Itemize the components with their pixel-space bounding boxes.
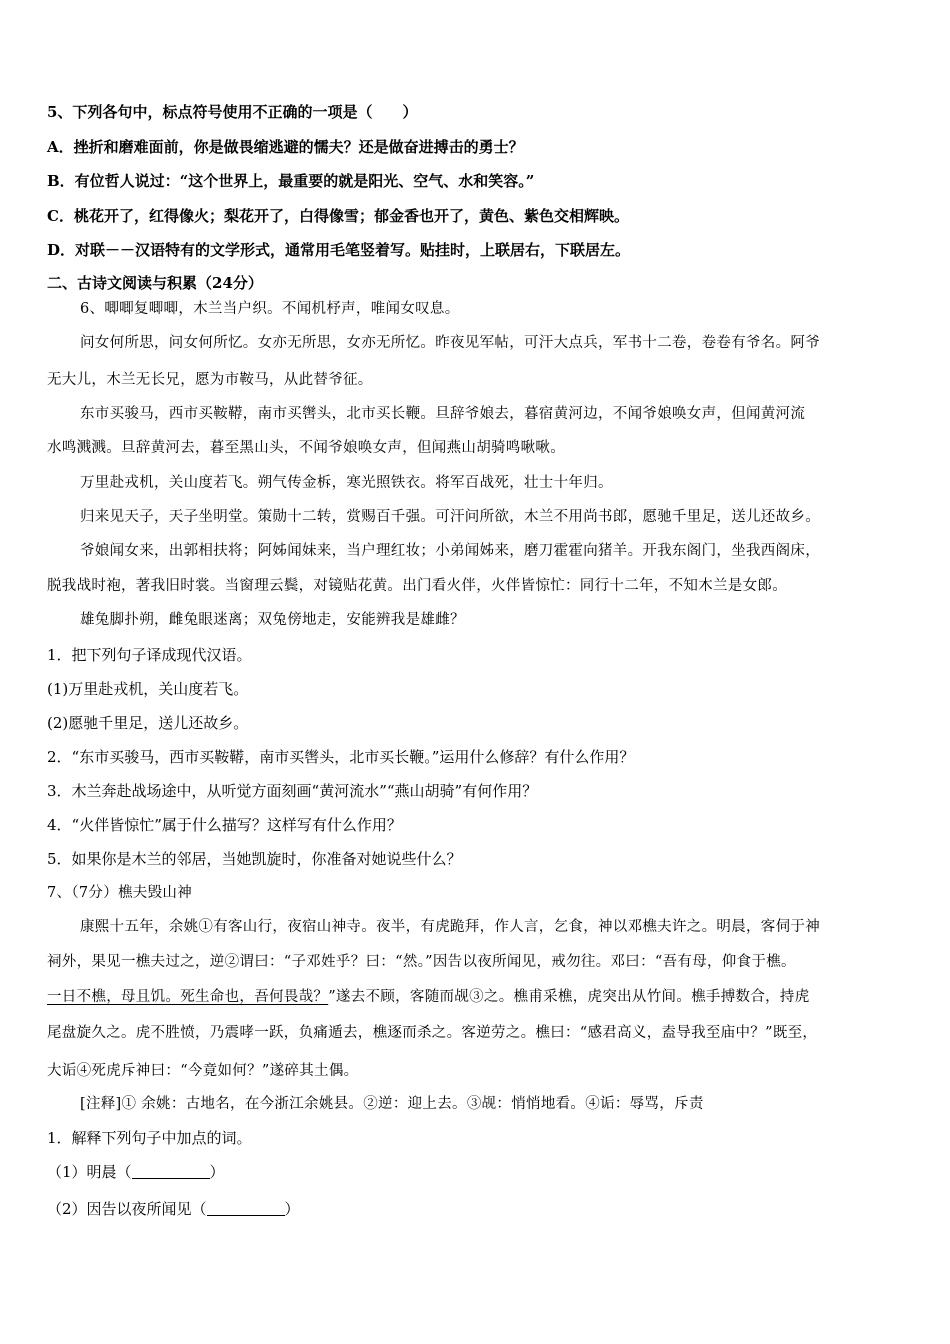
q7-sub-question-1: （1）明晨（ ） (47, 1163, 225, 1181)
annotation-note: [注释]① 余姚：古地名，在今浙江余姚县。②逆：迎上去。③觇：悄悄地看。④诟：辱骂，斥责 (80, 1096, 704, 1112)
q7-title: 7、（7分）樵夫毁山神 (47, 885, 192, 901)
q5-option-c: C．桃花开了，红得像火；梨花开了，白得像雪；郁金香也开了，黄色、紫色交相辉映。 (47, 207, 629, 225)
q6-question-3: 3．木兰奔赴战场途中，从听觉方面刻画“黄河流水”“燕山胡骑”有何作用？ (47, 782, 538, 800)
passage-line: 尾盘旋久之。虎不胜愤，乃震哮一跃，负痛遁去，樵逐而杀之。客逆劳之。樵曰：“感君高义，盍导我至庙中？”既至， (47, 1025, 818, 1041)
passage-line (47, 987, 810, 1007)
q7-sub-question-2: （2）因告以夜所闻见（ ） (47, 1200, 300, 1218)
poem-line: 水鸣溅溅。旦辞黄河去，暮至黑山头，不闻爷娘唤女声，但闻燕山胡骑鸣啾啾。 (47, 440, 565, 456)
poem-line: 万里赴戎机，关山度若飞。朔气传金柝，寒光照铁衣。将军百战死，壮士十年归。 (80, 475, 613, 491)
poem-line: 爷娘闻女来，出郭相扶将；阿姊闻妹来，当户理红妆；小弟闻姊来，磨刀霍霍向猪羊。开我东阁门，坐我西阁床， (80, 543, 820, 559)
poem-line: 问女何所思，问女何所忆。女亦无所思，女亦无所忆。昨夜见军帖，可汗大点兵，军书十二卷，卷卷有爷名。阿爷 (80, 335, 820, 351)
q6-question-4: 4．“火伴皆惊忙”属于什么描写？这样写有什么作用？ (47, 816, 402, 834)
q5-option-a: A．挫折和磨难面前，你是做畏缩逃避的懦夫？还是做奋进搏击的勇士？ (47, 138, 524, 156)
poem-line: 无大儿，木兰无长兄，愿为市鞍马，从此替爷征。 (47, 372, 373, 388)
q6-question-1-2: (2)愿驰千里足，送儿还故乡。 (47, 714, 249, 732)
q6-question-2: 2．“东市买骏马，西市买鞍鞯，南市买辔头，北市买长鞭。”运用什么修辞？有什么作用？ (47, 748, 635, 766)
poem-line: 东市买骏马，西市买鞍鞯，南市买辔头，北市买长鞭。旦辞爷娘去，暮宿黄河边，不闻爷娘唤女声，但闻黄河流 (80, 406, 806, 422)
passage-line: 祠外，果见一樵夫过之，逆②谓曰：“子邓姓乎？曰：“然。”因告以夜所闻见，戒勿往。邓曰：“吾有母，仰食于樵。 (47, 954, 796, 970)
section2-heading: 二、古诗文阅读与积累（24分） (47, 274, 263, 292)
poem-line: 雄兔脚扑朔，雌兔眼迷离；双兔傍地走，安能辨我是雄雌？ (80, 612, 465, 628)
q5-option-b: B．有位哲人说过：“这个世界上，最重要的就是阳光、空气、水和笑容。” (47, 172, 535, 190)
passage-continuation: ”遂去不顾，客随而觇③之。樵甫采樵，虎突出从竹间。樵手搏数合，持虎 (328, 989, 810, 1005)
q5-stem: 5、下列各句中，标点符号使用不正确的一项是（ ） (47, 103, 418, 121)
poem-line: 脱我战时袍，著我旧时裳。当窗理云鬓，对镜贴花黄。出门看火伴，火伴皆惊忙：同行十二年，不知木兰是女郎。 (47, 578, 787, 594)
poem-line: 6、唧唧复唧唧，木兰当户织。不闻机杼声，唯闻女叹息。 (80, 301, 460, 317)
answer-blank[interactable] (132, 1164, 210, 1179)
passage-line: 康熙十五年，余姚①有客山行，夜宿山神寺。夜半，有虎跪拜，作人言，乞食，神以邓樵夫许之。明晨，客伺于神 (80, 919, 820, 935)
q6-question-5: 5．如果你是木兰的邻居，当她凯旋时，你准备对她说些什么？ (47, 850, 462, 868)
passage-line: 大诟④死虎斥神曰：“今竟如何？”遂碎其土偶。 (47, 1063, 359, 1079)
q5-option-d: D．对联－－汉语特有的文学形式，通常用毛笔竖着写。贴挂时，上联居右，下联居左。 (47, 241, 631, 259)
q7-question-1: 1．解释下列句子中加点的词。 (47, 1129, 252, 1147)
answer-blank[interactable] (207, 1201, 285, 1216)
q6-question-1: 1．把下列句子译成现代汉语。 (47, 646, 252, 664)
poem-line: 归来见天子，天子坐明堂。策勋十二转，赏赐百千强。可汗问所欲，木兰不用尚书郎，愿驰千里足，送儿还故乡。 (80, 509, 820, 525)
underlined-sentence: 一日不樵，母且饥。死生命也，吾何畏哉？ (47, 989, 329, 1005)
q6-question-1-1: (1)万里赴戎机，关山度若飞。 (47, 680, 249, 698)
